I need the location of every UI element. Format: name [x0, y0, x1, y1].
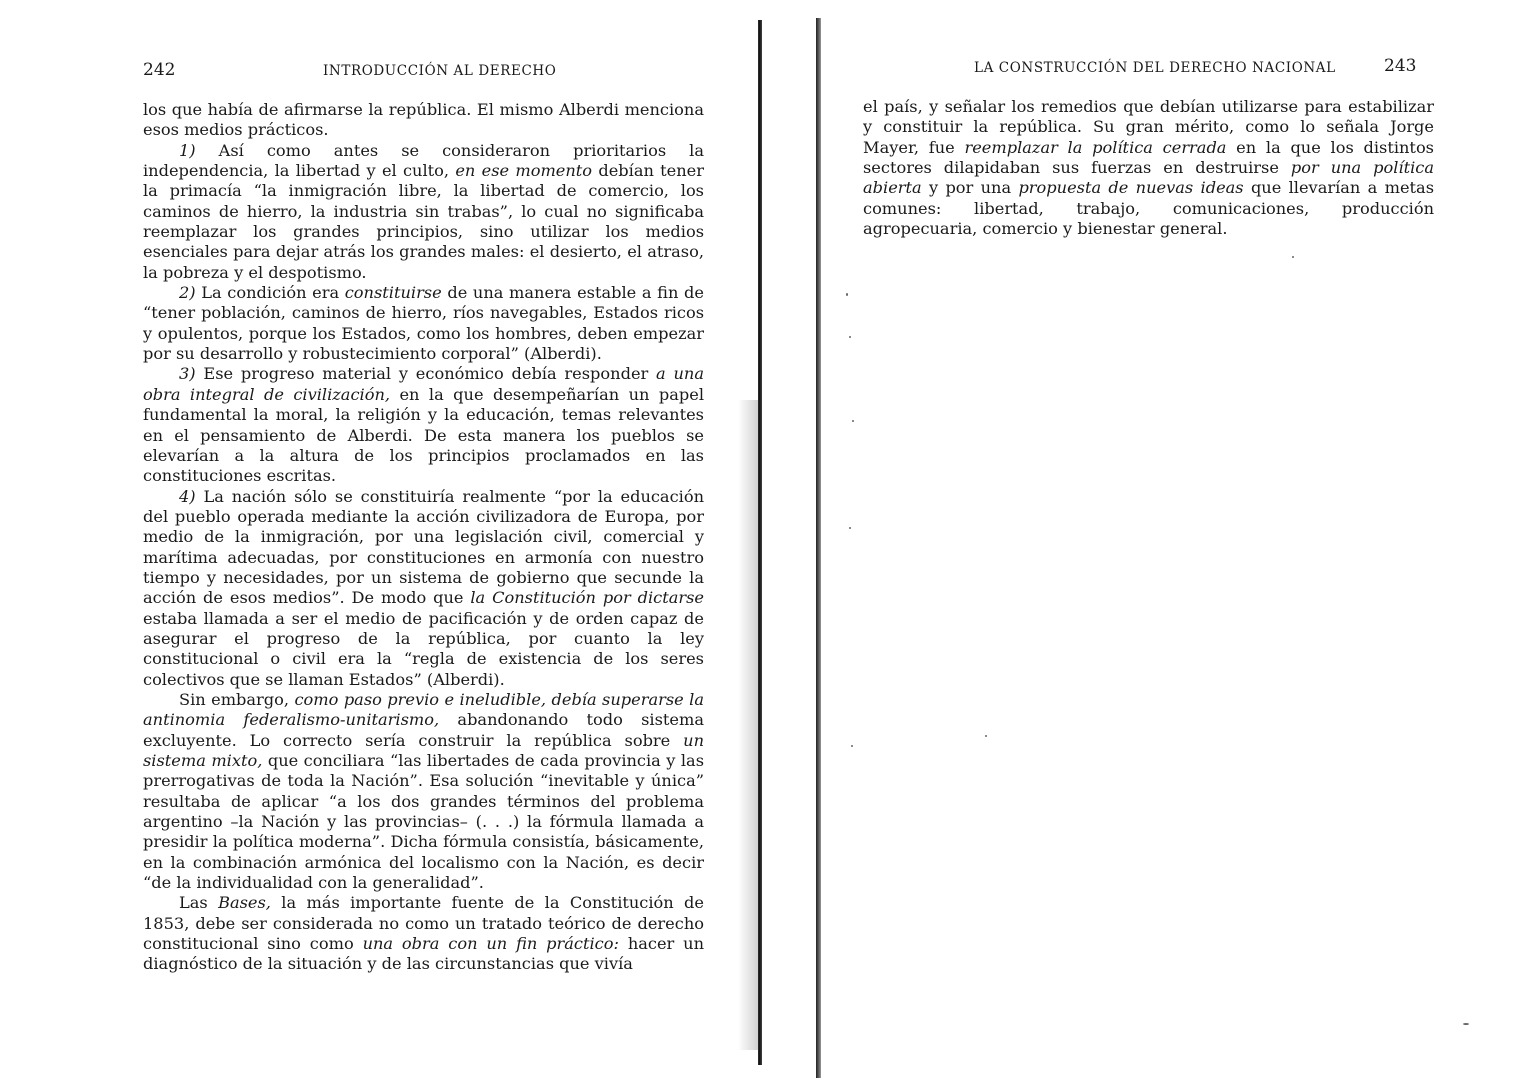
- scan-speck: [1463, 1023, 1469, 1025]
- paragraph: [143, 487, 704, 690]
- running-head: LA CONSTRUCCIÓN DEL DERECHO NACIONAL: [974, 60, 1336, 76]
- text-run: Sin embargo,: [179, 689, 295, 709]
- running-head: INTRODUCCIÓN AL DERECHO: [323, 63, 557, 79]
- text-run: y por una: [921, 178, 1019, 198]
- italic-text: constituirse: [344, 283, 442, 303]
- italic-text: 1): [179, 140, 196, 160]
- scan-speck: [846, 293, 848, 296]
- italic-text: en ese momento: [455, 161, 593, 181]
- paragraph: [143, 283, 704, 364]
- text-run: Ese progreso material y económico debía responder: [195, 364, 657, 384]
- scan-speck: [851, 745, 853, 747]
- text-run: estaba llamada a ser el medio de pacificación y de orden capaz de asegurar el progreso de la república, por cuanto la ley constitucional o civil era la “regla de existencia de los seres colectivos que se llaman Estados” (Alberdi).: [143, 608, 704, 689]
- text-run: de una manera estable a fin de “tener población, caminos de hierro, ríos navegables, Estados ricos y opulentos, porque los Estados, como los hombres, deben empezar por su desarrollo y robustecimiento corporal” (Alberdi).: [143, 283, 704, 364]
- scan-speck: [852, 420, 854, 422]
- text-run: abandonando todo sistema excluyente. Lo correcto sería construir la república sobre: [143, 710, 704, 750]
- italic-text: una obra con un fin práctico:: [362, 934, 619, 954]
- text-run: que llevarían a metas comunes: libertad, trabajo, comunicaciones, producción agropecuaria, comercio y bienestar general.: [863, 178, 1435, 239]
- text-run: La condición era: [195, 283, 345, 303]
- italic-text: 2): [179, 283, 196, 303]
- text-run: Las: [179, 893, 219, 913]
- scan-speck: [1292, 256, 1294, 258]
- text-run: el país, y señalar los remedios que debían utilizarse para estabilizar y constituir la república. Su gran mérito, como lo señala Jorge Mayer, fue: [863, 97, 1434, 157]
- text-run: la más importante fuente de la Constitución de 1853, debe ser considerada no como un tratado teórico de derecho constitucional sino como: [143, 893, 704, 954]
- text-run: La nación sólo se constituiría realmente “por la educación del pueblo operada mediante la acción civilizadora de Europa, por medio de la inmigración, por una legislación civil, comercial y marítima adecuadas, por constituciones en armonía con nuestro tiempo y necesidades, por un sistema de gobierno que secunde la acción de esos medios”. De modo que: [143, 486, 704, 608]
- italic-text: 4): [179, 486, 196, 506]
- italic-text: por una política abierta: [863, 158, 1435, 198]
- italic-text: Bases,: [218, 893, 271, 913]
- paragraph: [143, 364, 704, 486]
- text-run: Así como antes se consideraron prioritarios la independencia, la libertad y el culto,: [143, 140, 704, 181]
- text-run: en la que los distintos sectores dilapidaban sus fuerzas en destruirse: [863, 137, 1434, 178]
- paragraph: [143, 141, 704, 283]
- italic-text: a una obra integral de civilización,: [143, 364, 704, 404]
- text-run: que conciliara “las libertades de cada provincia y las prerrogativas de toda la Nación”. Esa solución “inevitable y única” resultaba de aplicar “a los dos grandes términos del problema argentino –la Nación y las provincias– (. . .) la fórmula llamada a presidir la política moderna”. Dicha fórmula consistía, básicamente, en la combinación armónica del localismo con la Nación, es decir “de la individualidad con la generalidad”.: [143, 751, 705, 893]
- scan-speck: [985, 735, 987, 737]
- scan-speck: [849, 336, 851, 338]
- italic-text: propuesta de nuevas ideas: [1018, 178, 1244, 198]
- text-run: debían tener la primacía “la inmigración libre, la libertad de comercio, los caminos de hierro, la industria sin trabas”, lo cual no significaba reemplazar los grandes principios, sino utilizar los medios esenciales para dejar atrás los grandes males: el desierto, el atraso, la pobreza y el despotismo.: [143, 161, 704, 282]
- paragraph: [863, 97, 1434, 239]
- body-text: [143, 100, 704, 975]
- paragraph: [143, 100, 704, 141]
- scan-speck: [849, 527, 851, 529]
- paragraph: [143, 893, 704, 974]
- left-page: [0, 0, 760, 1080]
- italic-text: reemplazar la política cerrada: [964, 137, 1227, 157]
- text-run: en la que desempeñarían un papel fundamental la moral, la religión y la educación, temas relevantes en el pensamiento de Alberdi. De esta manera los pueblos se elevarían a la altura de los principios proclamados en las constituciones escritas.: [143, 384, 704, 486]
- italic-text: como paso previo e ineludible, debía superarse la antinomia federalismo-unitarismo,: [143, 689, 704, 730]
- right-page: [818, 0, 1526, 1080]
- body-text: [863, 97, 1434, 239]
- paragraph: [143, 690, 704, 893]
- text-run: hacer un diagnóstico de la situación y de las circunstancias que vivía: [143, 934, 704, 974]
- italic-text: 3): [179, 364, 196, 384]
- text-run: los que había de afirmarse la república. El mismo Alberdi menciona esos medios prácticos.: [143, 100, 704, 140]
- page-number: 242: [143, 60, 176, 80]
- italic-text: la Constitución por dictarse: [470, 588, 704, 608]
- page-number: 243: [1384, 56, 1417, 76]
- italic-text: un sistema mixto,: [143, 730, 704, 770]
